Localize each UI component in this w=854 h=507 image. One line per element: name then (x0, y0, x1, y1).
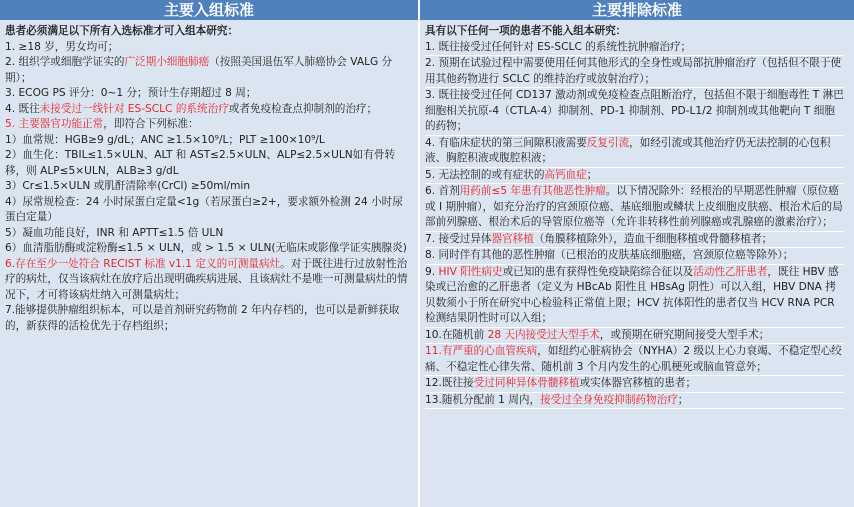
criterion-highlight: 活动性乙肝患者 (693, 265, 768, 278)
criterion-highlight: 高钙血症 (544, 168, 587, 181)
criterion-text: 。对于既往进行过放射性治疗的病灶，仅当该病灶在放疗后出现明确疾病进展、且该病灶不是唯一可测量病灶的情况下，才可将该病灶纳入可测量病灶； (5, 257, 408, 301)
criterion-text: 4. 既往 (5, 102, 40, 115)
criterion-text: ； (677, 393, 689, 406)
criterion-highlight: 接受过全身免疫抑制药物治疗 (540, 393, 678, 406)
criterion-item (5, 148, 410, 179)
criterion-text: 12.既往接 (425, 377, 474, 389)
criterion-text: 6）血清脂肪酶或淀粉酶≤1.5 × ULN，或 > 1.5 × ULN(无临床或影像学证实胰腺炎) (5, 242, 407, 254)
criterion-text: 7. 接受过异体 (425, 232, 492, 245)
criterion-text: （按照美国退伍军人肺癌协会 VALG 分期）； (5, 56, 393, 84)
criterion-item (425, 232, 844, 249)
criterion-item (5, 102, 410, 118)
criterion-text: ，如纽约心脏病协会（NYHA）2 级以上心力衰竭、不稳定型心绞痛、不稳定性心律失常、随机前 3 个月内发生的心肌梗死或脑血管意外； (425, 345, 842, 373)
criterion-text: 5）凝血功能良好，INR 和 APTT≤1.5 倍 ULN (5, 226, 224, 239)
exclusion-intro: 具有以下任何一项的患者不能入组本研究： (425, 25, 627, 37)
inclusion-header: 主要入组标准 (0, 0, 418, 20)
criterion-highlight: 未接受过一线针对 ES-SCLC 的系统治疗 (39, 102, 229, 115)
criterion-item (5, 226, 410, 242)
criterion-text: 3. 既往接受过任何 CD137 激动剂或免疫检查点阻断治疗，包括但不限于细胞毒性 T 淋巴细胞相关抗原-4（CTLA-4）抑制剂、PD-1 抑制剂、PD-L1/2 抑制剂或其他靶向 T 细胞的药物； (425, 89, 844, 132)
criterion-text: 2）血生化：TBIL≤1.5×ULN、ALT 和 AST≤2.5×ULN、ALP≤2.5×ULN如有骨转移，则 ALP≤5×ULN，ALB≥3 g/dL (5, 149, 396, 177)
criterion-text: 10.在随机前 (425, 328, 488, 341)
criterion-text: 4. 有临床症状的第三间隙积液需要 (425, 136, 587, 149)
criterion-item (5, 133, 410, 149)
criterion-item (425, 393, 844, 410)
criterion-highlight: HIV 阳性病史 (438, 265, 503, 278)
criterion-text: 3. ECOG PS 评分：0~1 分；预计生存期超过 8 周； (5, 87, 257, 99)
criterion-text: （角膜移植除外），造血干细胞移植或骨髓移植者； (533, 232, 773, 245)
criterion-text: ，如经引流或其他治疗仍无法控制的心包积液、胸腔积液或腹腔积液； (425, 136, 831, 164)
criterion-highlight: 反复引流 (586, 136, 630, 149)
criterion-text: 或者免疫检查点抑制剂的治疗； (228, 102, 378, 115)
criterion-text: 1. ≥18 岁，男女均可； (5, 40, 119, 53)
criterion-item (5, 55, 410, 86)
criterion-text: 2. 组织学或细胞学证实的 (5, 56, 125, 68)
criterion-highlight: 28 天内接受过大型手术 (487, 328, 600, 341)
criterion-text: ； (586, 168, 598, 181)
criterion-item (425, 265, 844, 328)
criterion-item (5, 40, 410, 56)
criterion-text: 。以下情况除外：经根治的早期恶性肿瘤（原位癌或 I 期肿瘤），如充分治疗的宫颈原位癌、基底细胞或鳞状上皮细胞皮肤癌、根治术后的局部前列腺癌、根治术后的导管原位癌等（允许非转移性前列腺癌或乳腺癌的激素治疗）； (425, 185, 843, 228)
criterion-text: 9. (425, 265, 439, 278)
criterion-text: 或实体器官移植的患者； (579, 377, 697, 389)
criterion-item (5, 241, 410, 257)
criterion-item (425, 376, 844, 393)
criterion-item (5, 117, 410, 133)
criterion-item (425, 184, 844, 232)
criterion-item (5, 179, 410, 195)
criterion-highlight: 广泛期小细胞肺癌 (124, 56, 210, 68)
criterion-highlight: 11.有严重的心血管疾病 (425, 345, 538, 357)
criterion-text: ，或预期在研究期间接受大型手术； (599, 328, 770, 341)
criterion-item (425, 136, 844, 168)
criterion-text: 6. 首剂 (425, 185, 460, 197)
criterion-text: 13.随机分配前 1 周内， (425, 393, 541, 406)
criterion-item (425, 328, 844, 345)
exclusion-header: 主要排除标准 (420, 0, 854, 20)
criterion-text: 2. 预期在试验过程中需要使用任何其他形式的全身性或局部抗肿瘤治疗（包括但不限于使用其他药物进行 SCLC 的维持治疗或放射治疗）； (425, 57, 842, 85)
criterion-text: 8. 同时伴有其他的恶性肿瘤（已根治的皮肤基底细胞癌，宫颈原位癌等除外）； (425, 249, 794, 261)
criterion-item (5, 257, 410, 304)
exclusion-list (425, 40, 844, 410)
criterion-text: ，即符合下列标准： (103, 118, 199, 130)
criterion-text: ，既往 HBV 感染或已治愈的乙肝患者（定义为 HBcAb 阳性且 HBsAg 阴性）可以入组，HBV DNA 拷贝数须小于所在研究中心检验科正常值上限；HCV 抗体阳性的患者仅当 HCV RNA PCR 检测结果阴性时可以入组； (425, 265, 839, 324)
criterion-item (425, 168, 844, 185)
inclusion-list (5, 40, 410, 335)
criterion-item (425, 40, 844, 57)
criterion-text: 7.能够提供肿瘤组织标本，可以是首剂研究药物前 2 年内存档的，也可以是新鲜获取的，新获得的活检优先于存档组织； (5, 304, 400, 332)
criterion-item (425, 88, 844, 136)
inclusion-intro: 患者必须满足以下所有入选标准才可入组本研究： (5, 25, 239, 37)
criterion-item (5, 195, 410, 226)
criterion-highlight: 受过同种异体骨髓移植 (473, 377, 580, 389)
criterion-text: 或已知的患有获得性免疫缺陷综合征以及 (502, 265, 694, 278)
criterion-text: 1. 既往接受过任何针对 ES-SCLC 的系统性抗肿瘤治疗； (425, 40, 692, 53)
criterion-item (5, 303, 410, 334)
criterion-item (425, 344, 844, 376)
criterion-highlight: 6.存在至少一处符合 RECIST 标准 v1.1 定义的可测量病灶 (5, 257, 281, 270)
criterion-highlight: 器官移植 (491, 232, 534, 245)
criterion-item (425, 56, 844, 88)
criterion-item (5, 86, 410, 102)
inclusion-column (0, 20, 418, 507)
criterion-highlight: 用药前≤5 年患有其他恶性肿瘤 (459, 185, 606, 197)
criterion-text: 1）血常规：HGB≥9 g/dL；ANC ≥1.5×10⁹/L；PLT ≥100×10⁹/L (5, 133, 325, 146)
criterion-text: 5. 无法控制的或有症状的 (425, 168, 545, 181)
criterion-item (425, 248, 844, 265)
criterion-text: 3）Cr≤1.5×ULN 或肌酐清除率(CrCl) ≥50ml/min (5, 180, 251, 192)
criterion-highlight: 5. 主要器官功能正常 (5, 118, 104, 130)
criterion-text: 4）尿常规检查：24 小时尿蛋白定量<1g（若尿蛋白≥2+，要求额外检测 24 小时尿蛋白定量） (5, 195, 403, 223)
exclusion-column (420, 20, 854, 507)
